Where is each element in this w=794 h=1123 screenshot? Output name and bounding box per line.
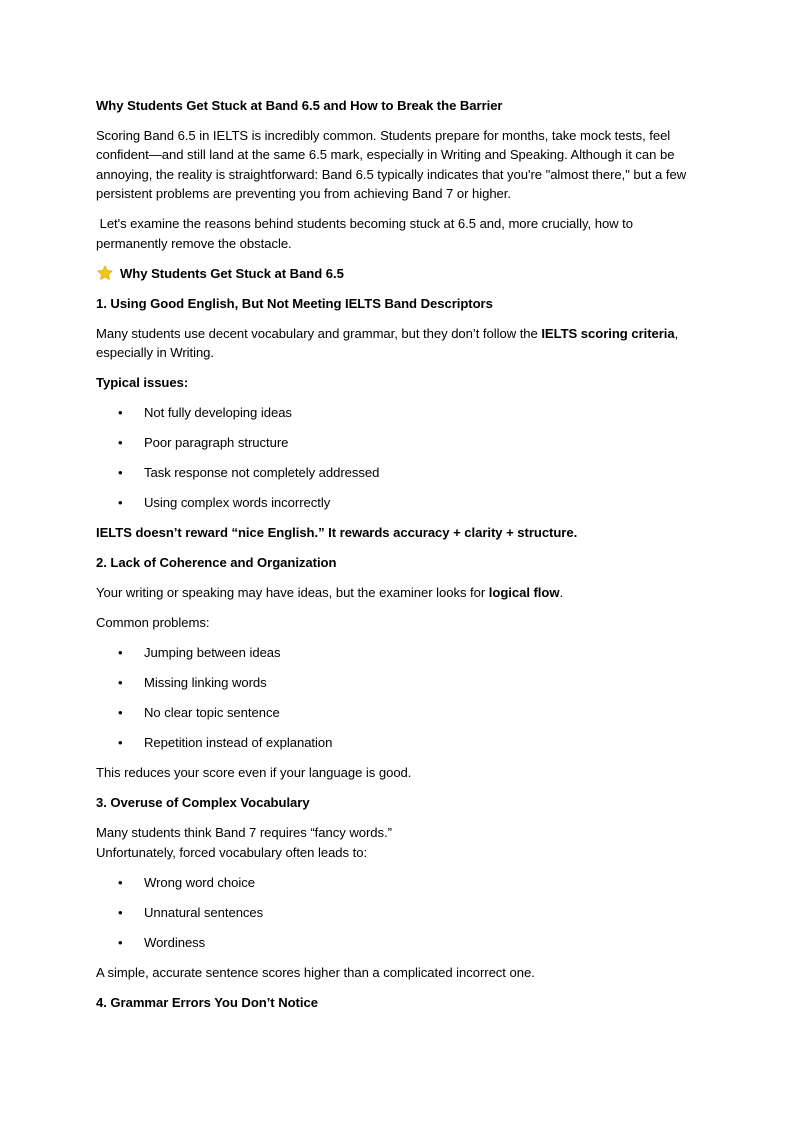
s1-para-text-end: , especially in Writing. xyxy=(96,326,679,361)
s2-conclusion: This reduces your score even if your language is good. xyxy=(96,765,412,781)
document-page xyxy=(96,96,701,1023)
s2-para-bold: logical flow xyxy=(488,585,560,601)
s3-conclusion: A simple, accurate sentence scores higher than a complicated incorrect one. xyxy=(96,964,535,980)
list-item: • Not fully developing ideas xyxy=(96,403,701,422)
s2-para-text: Your writing or speaking may have ideas, but the examiner looks for xyxy=(96,585,489,601)
s2-para-text-end: . xyxy=(559,585,564,601)
s1-issues-label: Typical issues: xyxy=(96,375,189,391)
s1-conclusion: IELTS doesn’t reward “nice English.” It rewards accuracy + clarity + structure. xyxy=(96,525,578,541)
s4-heading: 4. Grammar Errors You Don’t Notice xyxy=(96,994,318,1010)
list-item: • Repetition instead of explanation xyxy=(96,733,701,752)
s2-problems-list xyxy=(96,643,701,752)
list-item: • Jumping between ideas xyxy=(96,643,701,662)
section-heading-text: Why Students Get Stuck at Band 6.5 xyxy=(120,265,344,281)
s3-line-2: Unfortunately, forced vocabulary often leads to: xyxy=(96,844,368,860)
document-title: Why Students Get Stuck at Band 6.5 and How to Break the Barrier xyxy=(96,98,503,113)
s1-issues-list xyxy=(96,403,701,512)
s1-para-text: Many students use decent vocabulary and grammar, but they don’t follow the xyxy=(96,326,542,342)
list-item: • Wrong word choice xyxy=(96,873,701,892)
list-item: • Poor paragraph structure xyxy=(96,433,701,452)
intro-paragraph-1: Scoring Band 6.5 in IELTS is incredibly common. Students prepare for months, take mock tests, feel confident—and still land at the same 6.5 mark, especially in Writing and Speaking. Although it can be annoying, the reality is straightforward: Band 6.5 typically indicates that you're "almost there," but a few persistent problems are preventing you from achieving Band 7 or higher. xyxy=(96,128,687,202)
s3-items-list xyxy=(96,873,701,952)
star-icon xyxy=(96,264,114,282)
s2-paragraph xyxy=(96,583,701,602)
intro-paragraph-2: Let's examine the reasons behind students becoming stuck at 6.5 and, more crucially, how to permanently remove the obstacle. xyxy=(96,216,637,251)
list-item: • Using complex words incorrectly xyxy=(96,493,701,512)
s1-heading: 1. Using Good English, But Not Meeting IELTS Band Descriptors xyxy=(96,296,493,312)
s3-paragraph xyxy=(96,823,701,862)
s1-para-bold: IELTS scoring criteria xyxy=(541,326,675,342)
list-item: • No clear topic sentence xyxy=(96,703,701,722)
s2-heading: 2. Lack of Coherence and Organization xyxy=(96,555,337,571)
list-item: • Wordiness xyxy=(96,933,701,952)
list-item: • Missing linking words xyxy=(96,673,701,692)
s2-problems-label: Common problems: xyxy=(96,615,210,631)
s3-line-1: Many students think Band 7 requires “fancy words.” xyxy=(96,825,392,841)
s3-heading: 3. Overuse of Complex Vocabulary xyxy=(96,795,310,811)
list-item: • Unnatural sentences xyxy=(96,903,701,922)
list-item: • Task response not completely addressed xyxy=(96,463,701,482)
s1-paragraph xyxy=(96,324,701,363)
section-heading xyxy=(96,264,701,283)
